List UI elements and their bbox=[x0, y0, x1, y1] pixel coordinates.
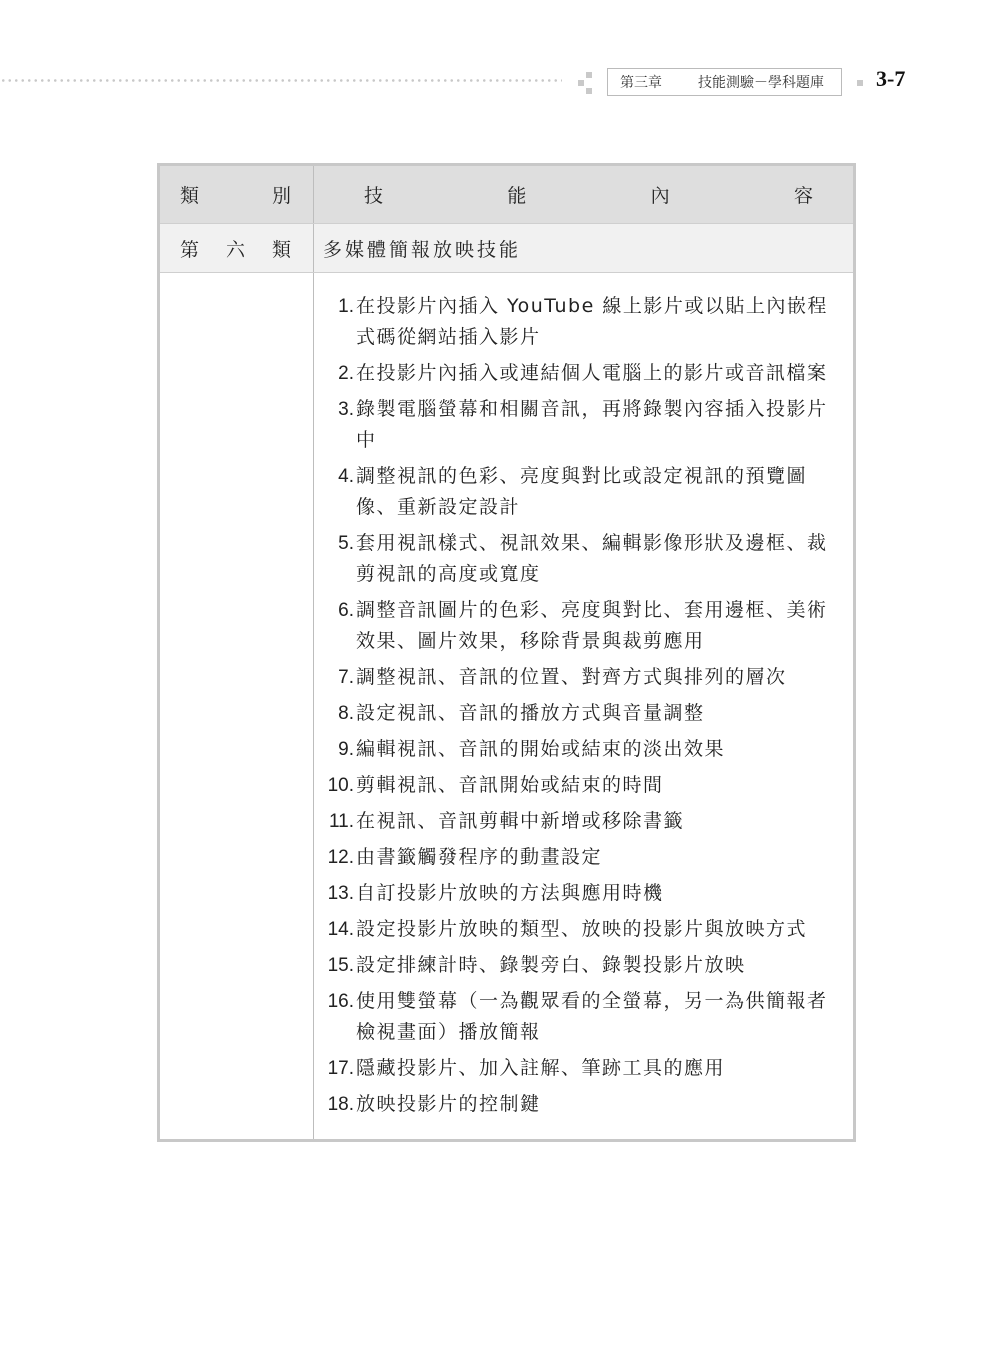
item-text: 在投影片內插入 YouTube 線上影片或以貼上內嵌程式碼從網站插入影片 bbox=[356, 295, 828, 348]
list-item bbox=[322, 842, 835, 873]
category-label bbox=[159, 224, 314, 273]
table-header-row bbox=[159, 165, 855, 224]
chapter-label: 第三章 bbox=[620, 75, 662, 91]
item-text: 錄製電腦螢幕和相關音訊，再將錄製內容插入投影片中 bbox=[356, 398, 828, 451]
list-item bbox=[322, 806, 835, 837]
page-number: 3-7 bbox=[876, 66, 906, 91]
bullet-square-icon bbox=[857, 80, 863, 86]
item-number: 14. bbox=[327, 919, 354, 940]
list-item bbox=[322, 878, 835, 909]
list-item bbox=[322, 528, 835, 590]
item-text: 自訂投影片放映的方法與應用時機 bbox=[356, 882, 664, 904]
item-text: 放映投影片的控制鍵 bbox=[356, 1093, 541, 1115]
item-number: 6. bbox=[338, 600, 354, 621]
category-char: 類 bbox=[271, 238, 291, 261]
header-char: 類 bbox=[180, 185, 200, 207]
item-number: 2. bbox=[338, 363, 354, 384]
item-text: 由書籤觸發程序的動畫設定 bbox=[356, 846, 603, 868]
category-title bbox=[314, 224, 855, 273]
header-char: 技 bbox=[364, 185, 384, 207]
header-char: 內 bbox=[650, 185, 670, 207]
item-number: 15. bbox=[327, 955, 354, 976]
item-text: 剪輯視訊、音訊開始或結束的時間 bbox=[356, 774, 664, 796]
item-number: 18. bbox=[327, 1094, 354, 1115]
list-item bbox=[322, 394, 835, 456]
header-char: 能 bbox=[507, 185, 527, 207]
item-text: 設定排練計時、錄製旁白、錄製投影片放映 bbox=[356, 954, 746, 976]
item-text: 調整視訊的色彩、亮度與對比或設定視訊的預覽圖像、重新設定設計 bbox=[356, 465, 808, 518]
item-number: 11. bbox=[328, 811, 354, 832]
list-item bbox=[322, 734, 835, 765]
skills-table bbox=[157, 163, 856, 1142]
item-number: 1. bbox=[338, 296, 354, 317]
item-number: 12. bbox=[327, 847, 354, 868]
list-item bbox=[322, 986, 835, 1048]
list-item bbox=[322, 461, 835, 523]
content-row bbox=[159, 273, 855, 1141]
list-item bbox=[322, 1053, 835, 1084]
category-char: 六 bbox=[225, 238, 245, 261]
item-number: 9. bbox=[338, 739, 354, 760]
item-number: 4. bbox=[338, 466, 354, 487]
item-number: 7. bbox=[338, 667, 354, 688]
header-char: 別 bbox=[271, 185, 291, 207]
item-number: 10. bbox=[327, 775, 354, 796]
skills-list-cell bbox=[314, 273, 855, 1141]
item-text: 調整音訊圖片的色彩、亮度與對比、套用邊框、美術效果、圖片效果，移除背景與裁剪應用 bbox=[356, 599, 828, 652]
header-category bbox=[159, 165, 314, 224]
skills-list bbox=[314, 273, 853, 1139]
item-text: 套用視訊樣式、視訊效果、編輯影像形狀及邊框、裁剪視訊的高度或寬度 bbox=[356, 532, 828, 585]
item-text: 調整視訊、音訊的位置、對齊方式與排列的層次 bbox=[356, 666, 787, 688]
item-text: 設定視訊、音訊的播放方式與音量調整 bbox=[356, 702, 705, 724]
item-number: 17. bbox=[327, 1058, 354, 1079]
list-item bbox=[322, 914, 835, 945]
item-text: 設定投影片放映的類型、放映的投影片與放映方式 bbox=[356, 918, 808, 940]
list-item bbox=[322, 358, 835, 389]
category-char: 第 bbox=[180, 238, 200, 261]
header-content bbox=[314, 165, 855, 224]
chapter-title: 技能測驗－學科題庫 bbox=[698, 75, 824, 91]
item-text: 在投影片內插入或連結個人電腦上的影片或音訊檔案 bbox=[356, 362, 828, 384]
item-number: 16. bbox=[327, 991, 354, 1012]
item-text: 在視訊、音訊剪輯中新增或移除書籤 bbox=[356, 810, 685, 832]
dotted-rule bbox=[0, 79, 562, 82]
decor-square-icon bbox=[578, 80, 584, 86]
list-item bbox=[322, 698, 835, 729]
item-number: 13. bbox=[327, 883, 354, 904]
empty-cell bbox=[159, 273, 314, 1141]
list-item bbox=[322, 291, 835, 353]
list-item bbox=[322, 1089, 835, 1120]
item-text: 隱藏投影片、加入註解、筆跡工具的應用 bbox=[356, 1057, 726, 1079]
list-item bbox=[322, 770, 835, 801]
decor-square-icon bbox=[586, 88, 592, 94]
list-item bbox=[322, 950, 835, 981]
running-header bbox=[607, 68, 842, 96]
item-number: 5. bbox=[338, 533, 354, 554]
item-text: 編輯視訊、音訊的開始或結束的淡出效果 bbox=[356, 738, 726, 760]
item-number: 8. bbox=[338, 703, 354, 724]
item-number: 3. bbox=[338, 399, 354, 420]
list-item bbox=[322, 595, 835, 657]
decor-square-icon bbox=[586, 72, 592, 78]
list-item bbox=[322, 662, 835, 693]
category-title-text: 多媒體簡報放映技能 bbox=[323, 238, 522, 261]
header-char: 容 bbox=[793, 185, 813, 207]
category-row bbox=[159, 224, 855, 273]
item-text: 使用雙螢幕（一為觀眾看的全螢幕，另一為供簡報者檢視畫面）播放簡報 bbox=[356, 990, 828, 1043]
